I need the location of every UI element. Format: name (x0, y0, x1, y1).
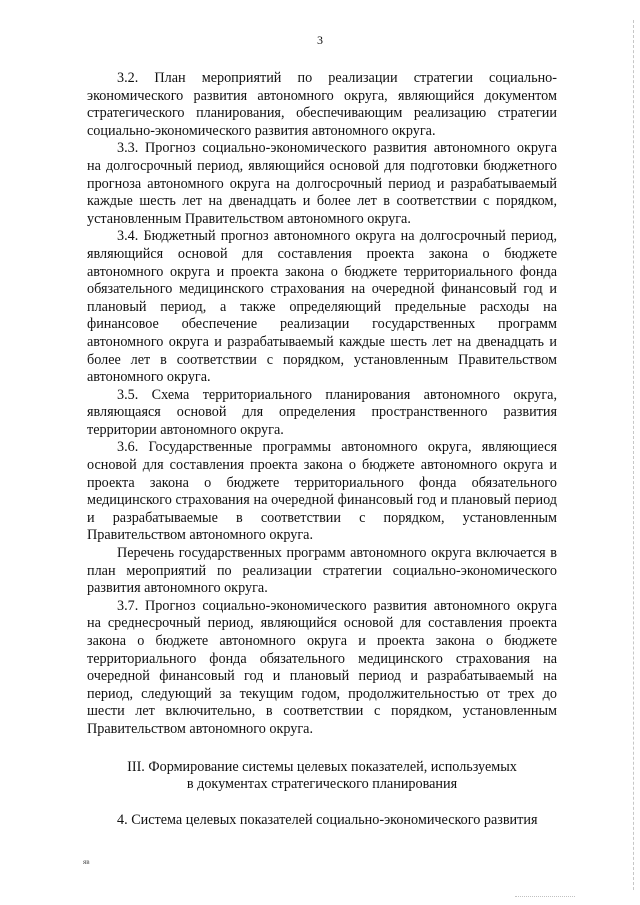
paragraph-3-5: 3.5. Схема территориального планирования автономного округа, являющаяся основой для определения пространственного развития территории автономного округа. (87, 386, 557, 438)
scan-edge-line (633, 20, 634, 890)
section-heading-line-2: в документах стратегического планирования (186, 776, 458, 793)
paragraph-3-7: 3.7. Прогноз социально-экономического развития автономного округа на среднесрочный период, являющийся основой для составления проекта закона о бюджете автономного округа и проекта закона о бюджете территориального фонда обязательного медицинского страхования на очередной финансовый год и плановый период и разрабатываемый на период, следующий за текущим годом, продолжительностью от трех до шести лет включительно, в соответствии с порядком, установленным Правительством автономного округа. (87, 597, 557, 737)
document-body (87, 70, 557, 829)
stray-mark: яв (83, 858, 90, 866)
paragraph-3-3: 3.3. Прогноз социально-экономического развития автономного округа на долгосрочный период, являющийся основой для подготовки бюджетного прогноза автономного округа на долгосрочный период и разрабатываемый каждые шесть лет на двенадцать и более лет в соответствии с порядком, установленным Правительством автономного округа. (87, 140, 557, 227)
scan-speck (515, 896, 575, 897)
page-number: 3 (317, 33, 323, 47)
section-heading-line-1: III. Формирование системы целевых показателей, используемых (127, 758, 517, 775)
paragraph-3-6: 3.6. Государственные программы автономного округа, являющиеся основой для составления проекта закона о бюджете автономного округа и проекта закона о бюджете территориального фонда обязательного медицинского страхования на очередной финансовый год и плановый период и разрабатываемые в соответствии с порядком, установленным Правительством автономного округа. (87, 439, 557, 544)
paragraph-3-2: 3.2. План мероприятий по реализации стратегии социально-экономического развития автономного округа, являющийся документом стратегического планирования, обеспечивающим реализацию стратегии социально-экономического развития автономного округа. (87, 70, 557, 139)
section-heading (87, 759, 557, 794)
paragraph-4: 4. Система целевых показателей социально-экономического развития (117, 811, 538, 828)
paragraph-programs-list: Перечень государственных программ автономного округа включается в план мероприятий по реализации стратегии социально-экономического развития автономного округа. (87, 545, 557, 597)
paragraph-3-4: 3.4. Бюджетный прогноз автономного округа на долгосрочный период, являющийся основой для составления проекта закона о бюджете автономного округа и проекта закона о бюджете территориального фонда обязательного медицинского страхования на очередной финансовый год и плановый период, а также определяющий предельные расходы на финансовое обеспечение реализации государственных программ автономного округа и разрабатываемый каждые шесть лет на двенадцать и более лет в соответствии с порядком, установленным Правительством автономного округа. (87, 228, 557, 386)
